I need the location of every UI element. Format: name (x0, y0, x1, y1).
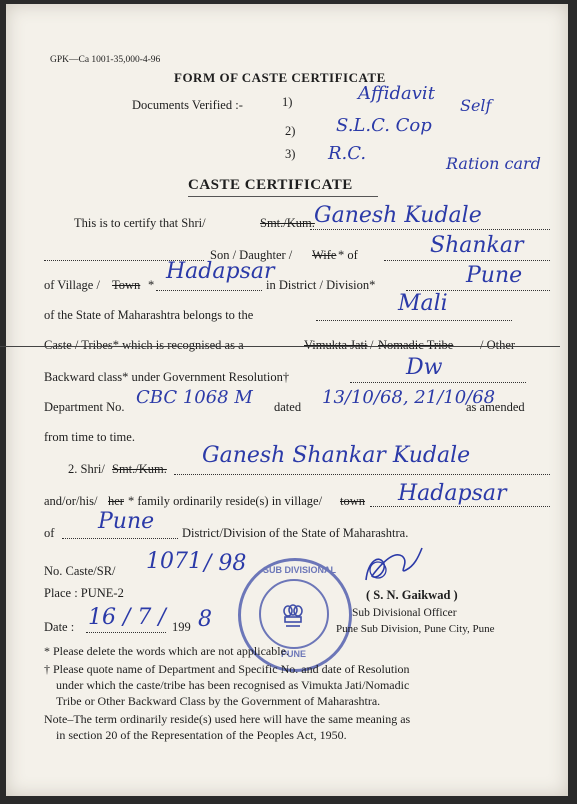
doc-num-2: 2) (285, 124, 296, 138)
officer-name: ( S. N. Gaikwad ) (366, 588, 458, 602)
title-underline (188, 196, 378, 197)
note-3a: Note–The term ordinarily reside(s) used here will have the same meaning as (44, 712, 411, 726)
l4-value-caste: Mali (398, 291, 448, 316)
note-3b: in section 20 of the Representation of the Peoples Act, 1950. (56, 728, 347, 742)
l2-text: Son / Daughter / (210, 248, 293, 262)
note-2a: † Please quote name of Department and Specific No. and date of Resolution (44, 662, 410, 676)
pen-line (0, 346, 560, 347)
doc-num-1: 1) (282, 95, 293, 109)
no-label: No. Caste/SR/ (44, 564, 116, 578)
l11-text-a: of (44, 526, 55, 540)
l2-value-father: Shankar (430, 233, 524, 258)
l2-struck: Wife (312, 248, 337, 262)
l9-value-name: Ganesh Shankar Kudale (202, 443, 471, 468)
note-2b: under which the caste/tribe has been recognised as Vimukta Jati/Nomadic (56, 678, 410, 692)
l7-text3: as amended (466, 400, 525, 414)
l5-sep: / (370, 338, 374, 352)
doc-value-2: S.L.C. Cop (336, 115, 432, 136)
date-value: 16 / 7 / (88, 605, 166, 630)
note-2c: Tribe or Other Backward Class by the Government of Maharashtra. (56, 694, 381, 708)
form-title: FORM OF CASTE CERTIFICATE (174, 70, 386, 85)
l3-after: * (148, 278, 155, 292)
l4-text: of the State of Maharashtra belongs to the (44, 308, 254, 322)
doc-extra-2: Ration card (446, 154, 541, 173)
officer-title-2: Pune Sub Division, Pune City, Pune (336, 623, 495, 635)
l7-value-date: 13/10/68, 21/10/68 (322, 387, 496, 408)
date-label: Date : (44, 620, 75, 634)
l7-text2: dated (274, 400, 302, 414)
l11-text-b: District/Division of the State of Maharashtra. (182, 526, 409, 540)
l10-text-b: * family ordinarily reside(s) in village/ (128, 494, 323, 508)
stamp-bottom-text: PUNE (281, 649, 307, 659)
l8-text: from time to time. (44, 430, 135, 444)
l10-value-village: Hadapsar (398, 481, 507, 506)
l11-value-district: Pune (98, 509, 155, 534)
stamp-top-text: SUB DIVISIONAL (263, 565, 337, 575)
l6-text: Backward class* under Government Resolution† (44, 370, 290, 384)
date-year: 199 (172, 620, 191, 634)
l7-text: Department No. (44, 400, 125, 414)
l6-value: Dw (406, 355, 443, 380)
place-text: Place : PUNE-2 (44, 586, 124, 600)
l3-value-village: Hadapsar (166, 259, 275, 284)
l3-text: of Village / (44, 278, 100, 292)
doc-num-3: 3) (285, 147, 296, 161)
l1-struck: Smt./Kum. (260, 216, 315, 230)
l1-value-name: Ganesh Kudale (314, 203, 482, 228)
doc-extra-1: Self (460, 96, 492, 115)
certificate-title: CASTE CERTIFICATE (188, 177, 353, 193)
officer-title-1: Sub Divisional Officer (352, 607, 457, 619)
l5-struck-2: Nomadic Tribe (378, 338, 454, 352)
doc-value-1: Affidavit (358, 83, 435, 104)
doc-value-3: R.C. (328, 143, 367, 164)
l9-text: 2. Shri/ (68, 462, 105, 476)
l9-struck: Smt./Kum. (112, 462, 167, 476)
certificate-page (6, 4, 568, 796)
no-value-2: / 98 (204, 551, 247, 576)
state-emblem-icon (278, 602, 308, 632)
l3-text2: in District / Division* (266, 278, 376, 292)
l3-struck: Town (112, 278, 141, 292)
l7-value-dept: CBC 1068 M (136, 387, 253, 408)
l3-value-district: Pune (466, 263, 523, 288)
l1-text: This is to certify that Shri/ (74, 216, 206, 230)
l2-after: * of (338, 248, 358, 262)
l5-text-b: / Other (480, 338, 516, 352)
l10-text-a: and/or/his/ (44, 494, 98, 508)
form-code: GPK—Ca 1001-35,000-4-96 (50, 55, 161, 65)
no-value: 1071 (146, 549, 202, 574)
l10-struck-2: town (340, 494, 365, 508)
l5-text-a: Caste / Tribes* which is recognised as a (44, 338, 244, 352)
note-1: * Please delete the words which are not applicable. (44, 644, 289, 658)
date-year-handwritten: 8 (198, 607, 212, 632)
l5-struck-1: Vimukta Jati (304, 338, 368, 352)
documents-label: Documents Verified :- (132, 98, 243, 112)
l10-struck: her (108, 494, 124, 508)
